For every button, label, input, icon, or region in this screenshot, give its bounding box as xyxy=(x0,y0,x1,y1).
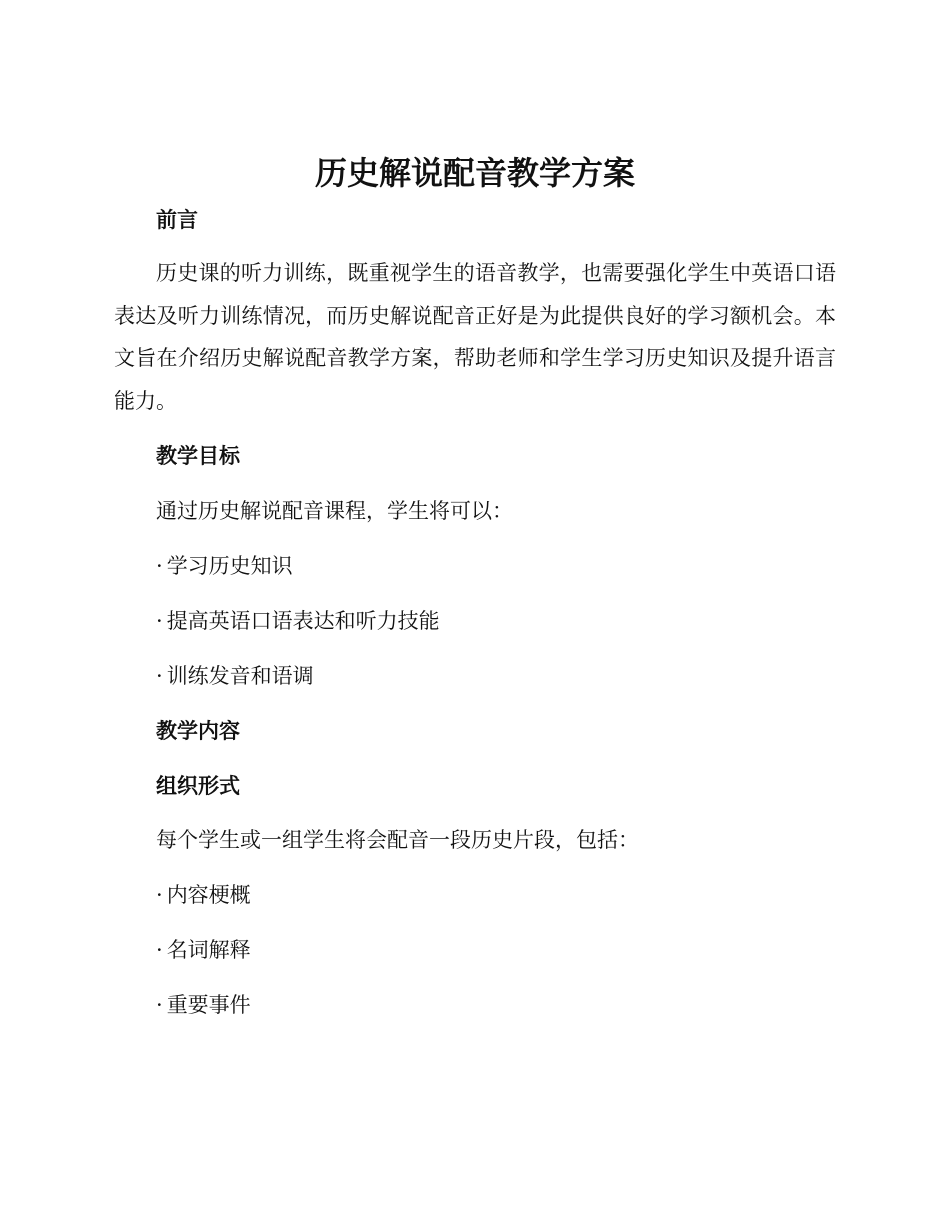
bullet-icon: · xyxy=(156,554,163,578)
list-item xyxy=(156,661,314,691)
list-item xyxy=(156,935,251,965)
document-title: 历史解说配音教学方案 xyxy=(314,154,635,192)
section-heading-preface: 前言 xyxy=(156,208,198,232)
list-item-text: 内容梗概 xyxy=(166,883,251,907)
bullet-icon: · xyxy=(156,664,163,688)
organization-intro: 每个学生或一组学生将会配音一段历史片段，包括： xyxy=(156,828,639,852)
bullet-icon: · xyxy=(156,883,163,907)
bullet-icon: · xyxy=(156,609,163,633)
bullet-icon: · xyxy=(156,938,163,962)
section-heading-organization: 组织形式 xyxy=(156,774,240,798)
list-item xyxy=(156,880,251,910)
preface-paragraph: 历史课的听力训练，既重视学生的语音教学，也需要强化学生中英语口语表达及听力训练情况，而历史解说配音正好是为此提供良好的学习额机会。本文旨在介绍历史解说配音教学方案，帮助老师和学生学习历史知识及提升语言能力。 xyxy=(114,261,836,413)
section-heading-content: 教学内容 xyxy=(156,719,240,743)
list-item-text: 名词解释 xyxy=(166,938,251,962)
list-item-text: 提高英语口语表达和听力技能 xyxy=(166,609,440,633)
section-heading-goals: 教学目标 xyxy=(156,444,240,468)
bullet-icon: · xyxy=(156,993,163,1017)
list-item-text: 训练发音和语调 xyxy=(166,664,314,688)
list-item xyxy=(156,606,440,636)
list-item xyxy=(156,990,251,1020)
goals-intro: 通过历史解说配音课程，学生将可以： xyxy=(156,499,513,523)
list-item-text: 学习历史知识 xyxy=(166,554,293,578)
list-item-text: 重要事件 xyxy=(166,993,251,1017)
list-item xyxy=(156,551,293,581)
